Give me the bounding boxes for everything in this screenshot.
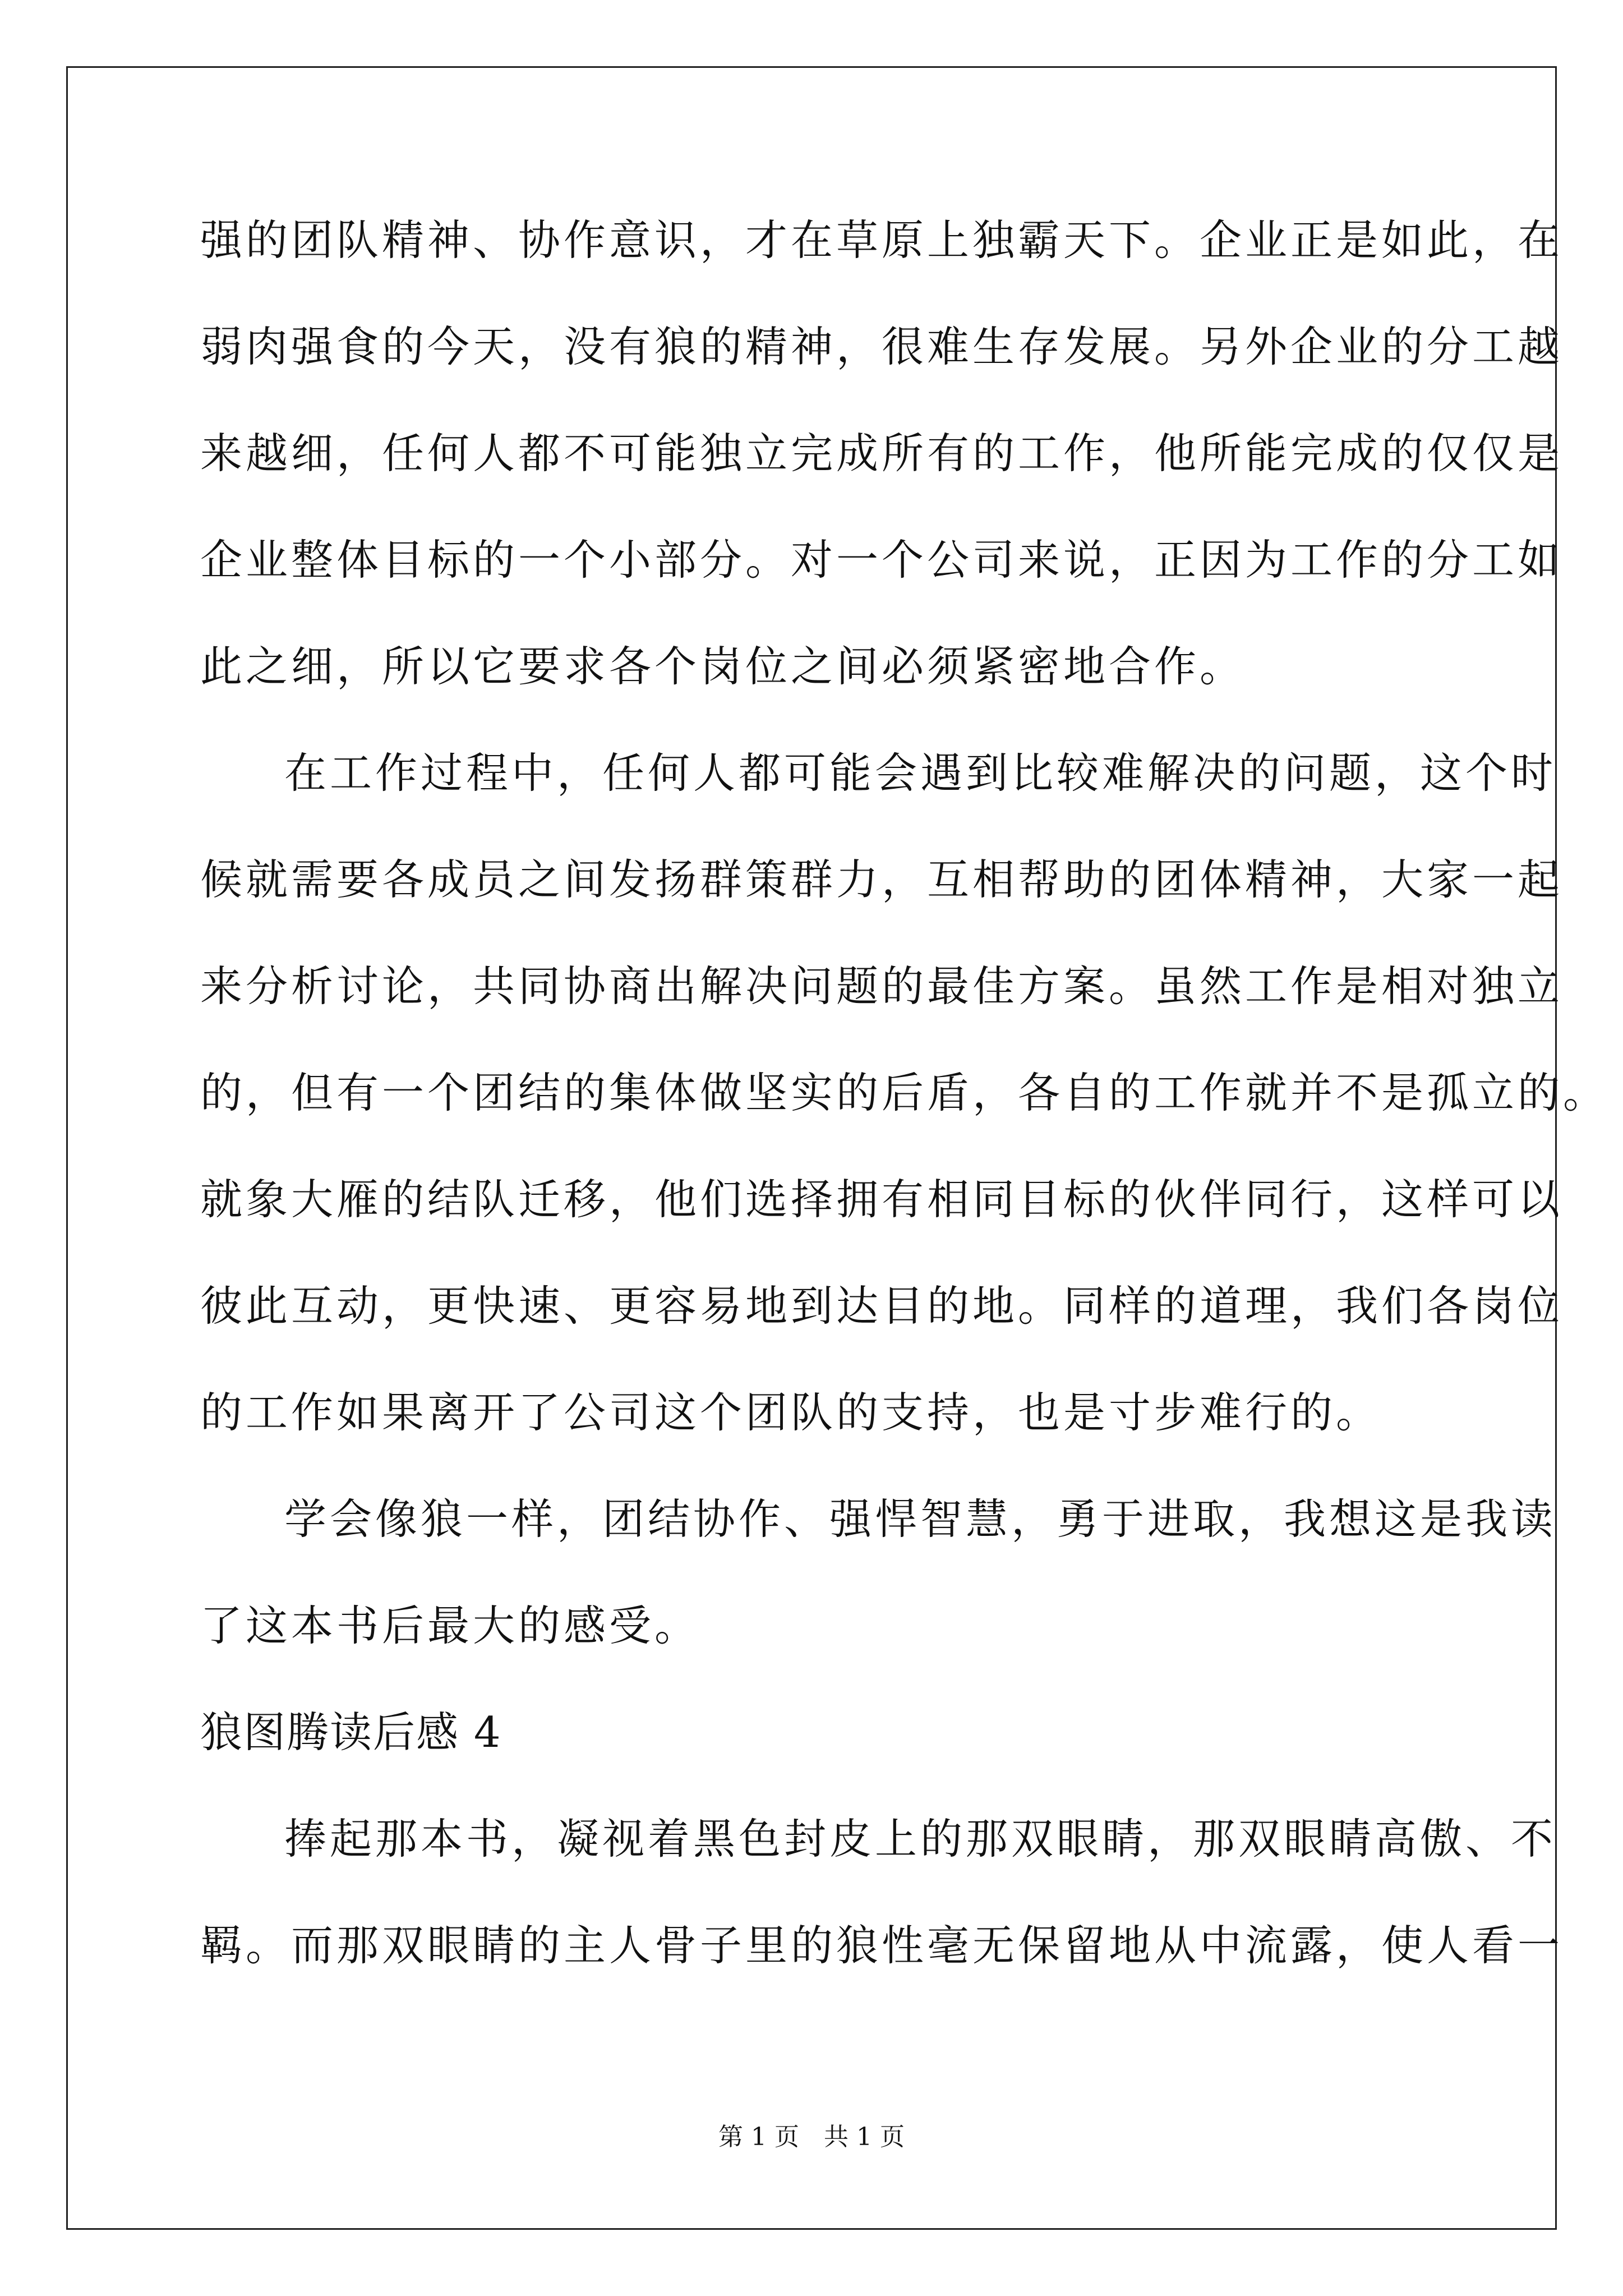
text-line: 彼此互动，更快速、更容易地到达目的地。同样的道理，我们各岗位 bbox=[200, 1281, 1564, 1331]
page-border bbox=[66, 66, 1557, 2230]
text-line: 来越细，任何人都不可能独立完成所有的工作，他所能完成的仅仅是 bbox=[200, 429, 1564, 478]
paragraph-first-line: 学会像狼一样，团结协作、强悍智慧，勇于进取，我想这是我读 bbox=[284, 1494, 1557, 1544]
section-heading: 狼图腾读后感 4 bbox=[200, 1708, 502, 1757]
text-line: 羁。而那双眼睛的主人骨子里的狼性毫无保留地从中流露，使人看一 bbox=[200, 1921, 1564, 1970]
text-line: 此之细，所以它要求各个岗位之间必须紧密地合作。 bbox=[200, 642, 1246, 691]
text-line: 的，但有一个团结的集体做坚实的后盾，各自的工作就并不是孤立的。 bbox=[200, 1068, 1609, 1117]
text-line: 就象大雁的结队迁移，他们选择拥有相同目标的伙伴同行，这样可以 bbox=[200, 1175, 1564, 1224]
text-line: 弱肉强食的今天，没有狼的精神，很难生存发展。另外企业的分工越 bbox=[200, 322, 1564, 371]
paragraph-first-line: 在工作过程中，任何人都可能会遇到比较难解决的问题，这个时 bbox=[284, 748, 1557, 798]
paragraph-first-line: 捧起那本书，凝视着黑色封皮上的那双眼睛，那双眼睛高傲、不 bbox=[284, 1814, 1557, 1864]
text-line: 的工作如果离开了公司这个团队的支持，也是寸步难行的。 bbox=[200, 1388, 1382, 1437]
text-line: 来分析讨论，共同协商出解决问题的最佳方案。虽然工作是相对独立 bbox=[200, 961, 1564, 1011]
text-line: 候就需要各成员之间发扬群策群力，互相帮助的团体精神，大家一起 bbox=[200, 855, 1564, 904]
text-line: 企业整体目标的一个小部分。对一个公司来说，正因为工作的分工如 bbox=[200, 535, 1564, 585]
text-line: 强的团队精神、协作意识，才在草原上独霸天下。企业正是如此，在 bbox=[200, 215, 1564, 265]
page-footer: 第 1 页 共 1 页 bbox=[718, 2123, 905, 2151]
text-line: 了这本书后最大的感受。 bbox=[200, 1601, 700, 1650]
